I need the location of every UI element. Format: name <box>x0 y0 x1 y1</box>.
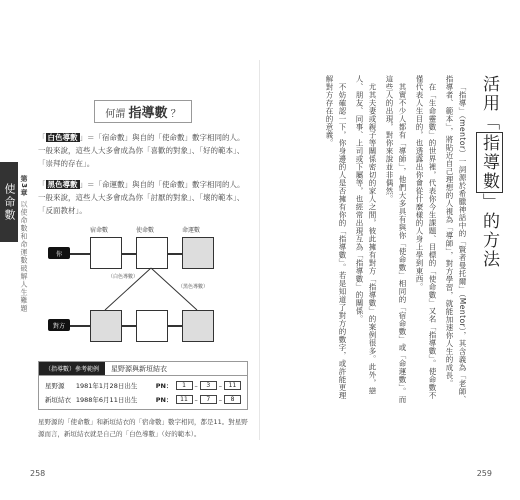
row2-line-a <box>122 325 136 327</box>
arrow-black <box>151 268 197 310</box>
header-destiny: 宿命數 <box>90 227 109 234</box>
example-header <box>39 362 247 376</box>
row1-label: 你 <box>48 247 70 259</box>
body-paragraph: 不妨確認一下，你身邊的人是否擁有你的「指導數」。若是知道了對方的數字，或許能更理解對方存在的意義。 <box>325 75 347 399</box>
example-name: 新垣結衣 <box>45 396 71 404</box>
body-paragraph: 在「生命靈數」的世界裡，代表你今生課題、目標的「使命數」又名「指導數」。使命數不僅代表人生目的，也透露出你會從什麼樣的人身上學到東西。 <box>415 75 437 399</box>
body-paragraph: 其實不少人都有「導師」，他們大多具有與你「使命數」相同的「宿命數」或「命運數」。而這些人的出現，對你來說並非偶然。 <box>385 75 407 403</box>
note-white-mentor: （白色導數） <box>108 274 139 280</box>
header-mission: 使命數 <box>136 227 155 234</box>
example-text: 星野源的「使命數」和新垣結衣的「宿命數」數字相同，都是11。對星野源而言，新垣結衣就是自己的「白色導數」（好的範本）。 <box>38 418 248 438</box>
black-mentor-text: ＝「命運數」與自的「使命數」數字相同的人。一般來說，這些人大多會成為你「討厭的對象」、「壞的範本」、「反面教材」。 <box>38 180 245 215</box>
example-box-2: 7 <box>200 395 217 404</box>
example-box-1: 1 <box>176 381 193 390</box>
white-mentor-tag: 白色導數 <box>47 133 78 142</box>
example-pn-label: PN： <box>155 396 173 404</box>
section-title-pre: 活用「 <box>479 75 499 132</box>
question-box <box>94 100 191 123</box>
example-title: 星野源與新垣結衣 <box>111 364 168 373</box>
example-pn-label: PN： <box>155 382 173 390</box>
row2-connector <box>70 325 90 327</box>
chapter-tab-label: 使命數 <box>3 182 16 222</box>
runner-chapter: 第3章 <box>20 175 28 197</box>
running-header <box>20 175 27 312</box>
left-page-number: 258 <box>30 469 46 478</box>
example-box-2: 3 <box>200 381 217 390</box>
example-box-3: 11 <box>224 381 241 390</box>
question-prefix: 何謂 <box>105 109 126 120</box>
example-tag: （指導數）參考範例 <box>39 362 105 375</box>
row2-destiny-box <box>90 310 122 342</box>
black-mentor-tag: 黑色導數 <box>47 180 78 189</box>
example-date: 1988年6月11日出生 <box>75 396 138 404</box>
example-date: 1981年1月28日出生 <box>75 382 138 390</box>
question-heading <box>38 100 248 123</box>
white-mentor-paragraph: 「 白色導數 」＝「宿命數」與自的「使命數」數字相同的人。一般來說，這些人大多會成為你「喜歡的對象」、「好的範本」、「崇拜的存在」。 <box>38 133 245 168</box>
gutter <box>259 60 260 440</box>
runner-text: 以使命數和命運數破解人生難題 <box>20 200 28 313</box>
row2-line-b <box>168 325 182 327</box>
example-box-3: 8 <box>224 395 241 404</box>
body-paragraph: 尤其夫妻或親子等關係密切的家人之間，彼此擁有對方「指導數」的案例很多。此外，戀人、朋友、同事、上司或下屬等，也經常出現互為「指導數」的關係。 <box>355 75 377 395</box>
section-title-post: 」的方法 <box>479 193 499 269</box>
row2-mission-box <box>136 310 168 342</box>
example-row: 新垣結衣 1988年6月11日出生 PN： 11 – 7 – 8 <box>45 395 241 404</box>
right-page-content <box>268 75 503 405</box>
row2-label: 對方 <box>48 319 70 331</box>
example-row: 星野源 1981年1月28日出生 PN： 1 – 3 – 11 <box>45 381 241 390</box>
row2-fate-box <box>182 310 214 342</box>
black-mentor-paragraph: 「 黑色導數 」＝「命運數」與自的「使命數」數字相同的人。一般來說，這些人大多會成為你「討厭的對象」、「壞的範本」、「反面教材」。 <box>38 180 245 215</box>
example-box-1: 11 <box>176 395 193 404</box>
example-box <box>38 361 248 410</box>
right-page-number: 259 <box>476 469 492 478</box>
section-title-emphasis: 指導數 <box>476 132 503 193</box>
arrow-white <box>105 268 151 310</box>
question-suffix: ？ <box>170 109 181 120</box>
question-emphasis: 指導數 <box>128 106 168 121</box>
note-black-mentor: （黑色導數） <box>178 284 209 290</box>
chapter-tab[interactable] <box>0 162 18 242</box>
header-fate: 命運數 <box>182 227 201 234</box>
left-page-content <box>38 60 248 440</box>
body-text <box>319 75 469 405</box>
body-paragraph: 「指導」（mentor）一詞源於希臘神話中的「賢者曼托爾」（Mentor），其含義為「老師、指導者、範本」，將貼近自己理想的人視為「導師」，對方學習，就能加速你人生的成長。 <box>445 75 467 403</box>
example-name: 星野源 <box>45 382 65 390</box>
white-mentor-text: ＝「宿命數」與自的「使命數」數字相同的人。一般來說，這些人大多會成為你「喜歡的對象」、「好的範本」、「崇拜的存在」。 <box>38 133 245 168</box>
mentor-diagram <box>38 225 238 355</box>
section-title <box>476 75 503 405</box>
